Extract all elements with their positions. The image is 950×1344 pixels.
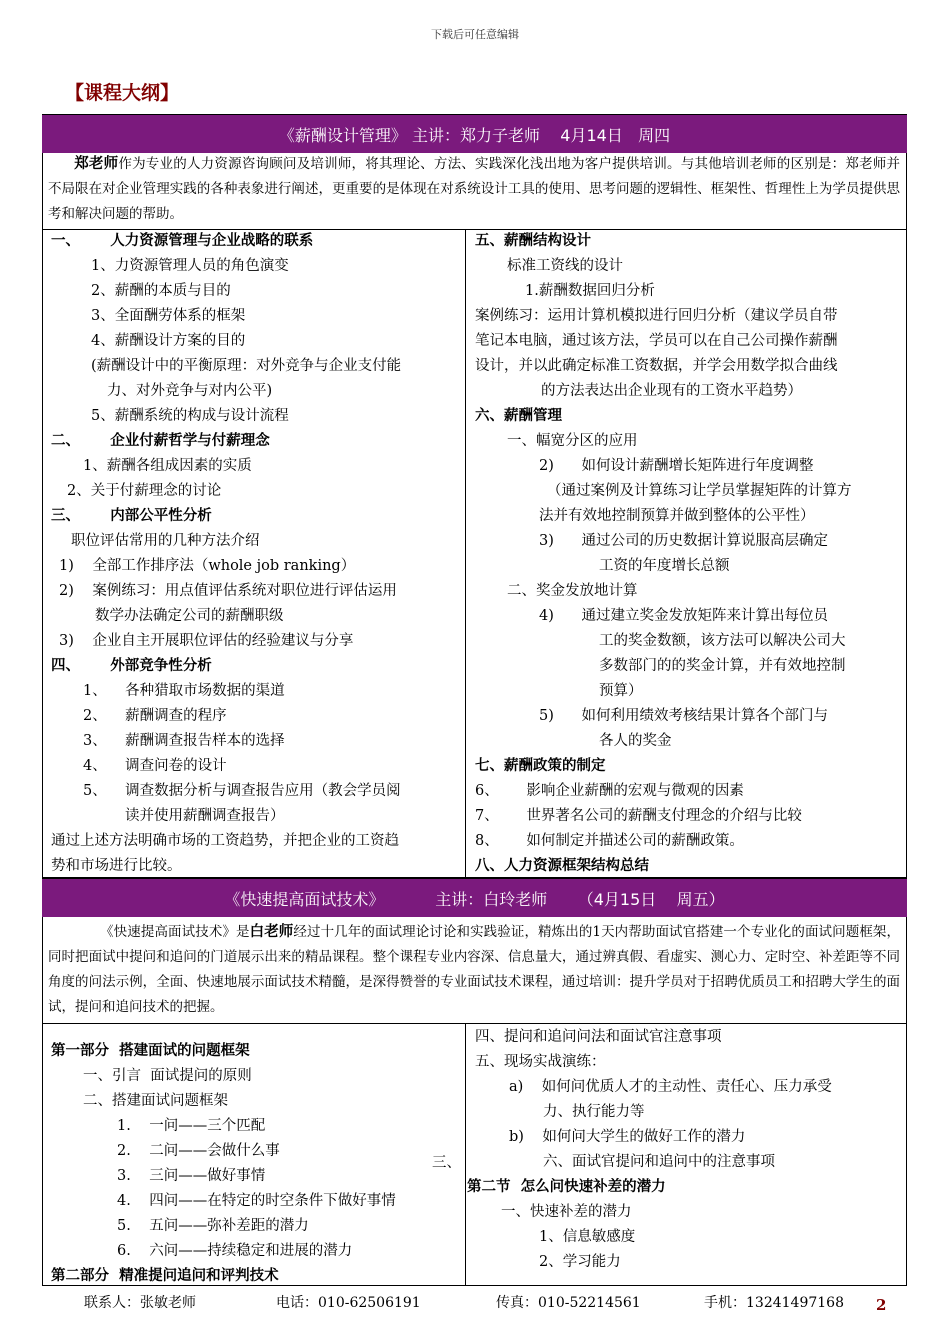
outline-line: 1、薪酬各组成因素的实质 <box>83 458 252 474</box>
outline-line: 3) 通过公司的历史数据计算说服高层确定 <box>539 533 829 549</box>
outline-line: 标准工资线的设计 <box>507 258 623 274</box>
course2-intro <box>48 920 900 1020</box>
course2-title: 《快速提高面试技术》 主讲：白玲老师 （4月15日 周五） <box>224 889 725 909</box>
course1-intro-name: 郑老师 <box>74 156 119 172</box>
outline-line: 读并使用薪酬调查报告） <box>125 808 285 824</box>
course1-column-divider <box>465 229 466 878</box>
outline-line: 3) 企业自主开展职位评估的经验建议与分享 <box>59 633 354 649</box>
outline-line: 第一部分 搭建面试的问题框架 <box>51 1043 250 1059</box>
outline-line: 一、幅宽分区的应用 <box>507 433 638 449</box>
course1-title: 《薪酬设计管理》 主讲：郑力子老师 4月14日 周四 <box>278 125 671 145</box>
outline-line: 1) 全部工作排序法（whole job ranking） <box>59 558 356 574</box>
outline-line: 数学办法确定公司的薪酬职级 <box>95 608 284 624</box>
course1-left-column <box>51 229 461 879</box>
outline-line: 3、 薪酬调查报告样本的选择 <box>83 733 285 749</box>
outline-line: 2、薪酬的本质与目的 <box>91 283 231 299</box>
outline-line: 8、 如何制定并描述公司的薪酬政策。 <box>475 833 744 849</box>
header-note: 下载后可任意编辑 <box>431 28 519 41</box>
outline-line: b) 如何问大学生的做好工作的潜力 <box>509 1129 746 1145</box>
outline-line: （通过案例及计算练习让学员掌握矩阵的计算方 <box>547 483 852 499</box>
outline-line: 一、引言 面试提问的原则 <box>83 1068 252 1084</box>
course2-intro-name: 白老师 <box>249 924 294 940</box>
outline-line: 势和市场进行比较。 <box>51 858 182 874</box>
course2-side-mark: 三、 <box>432 1155 461 1171</box>
outline-line: 五、现场实战演练： <box>475 1054 606 1070</box>
outline-line: 5、 调查数据分析与调查报告应用（教会学员阅 <box>83 783 401 799</box>
outline-line: 5、薪酬系统的构成与设计流程 <box>91 408 289 424</box>
outline-line: 2、 薪酬调查的程序 <box>83 708 227 724</box>
outline-line: (薪酬设计中的平衡原理：对外竞争与企业支付能 <box>91 358 402 374</box>
outline-line: 七、薪酬政策的制定 <box>475 758 606 774</box>
outline-line: 4、 调查问卷的设计 <box>83 758 227 774</box>
outline-line: 2、关于付薪理念的讨论 <box>67 483 222 499</box>
outline-line: 7、 世界著名公司的薪酬支付理念的介绍与比较 <box>475 808 802 824</box>
course2-intro-divider <box>42 1023 907 1024</box>
outline-line: 2) 案例练习：用点值评估系统对职位进行评估运用 <box>59 583 397 599</box>
footer-mobile: 手机：13241497168 <box>704 1295 844 1311</box>
outline-line: 4. 四问——在特定的时空条件下做好事情 <box>117 1193 396 1209</box>
outline-line: 二、奖金发放地计算 <box>507 583 638 599</box>
course2-column-divider <box>465 1023 466 1286</box>
outline-line: 笔记本电脑，通过该方法，学员可以在自己公司操作薪酬 <box>475 333 838 349</box>
course2-title-bar <box>42 879 907 917</box>
outline-line: 5. 五问——弥补差距的潜力 <box>117 1218 309 1234</box>
outline-line: 四、提问和追问问法和面试官注意事项 <box>475 1029 722 1045</box>
outline-line: 通过上述方法明确市场的工资趋势，并把企业的工资趋 <box>51 833 399 849</box>
course2-left-column <box>51 1039 461 1289</box>
outline-line: 3、全面酬劳体系的框架 <box>91 308 246 324</box>
outline-line: 案例练习：运用计算机模拟进行回归分析（建议学员自带 <box>475 308 838 324</box>
outline-line: 3. 三问——做好事情 <box>117 1168 266 1184</box>
outline-line: 4) 通过建立奖金发放矩阵来计算出每位员 <box>539 608 829 624</box>
outline-line: 力、对外竞争与对内公平) <box>107 383 273 399</box>
outline-line: 第二部分 精准提问追问和评判技术 <box>51 1268 279 1284</box>
outline-line: 2. 二问——会做什么事 <box>117 1143 280 1159</box>
course1-right-column <box>475 229 903 879</box>
course2-right-column <box>467 1025 903 1275</box>
outline-line: 八、人力资源框架结构总结 <box>475 858 649 874</box>
outline-line: 工的奖金数额，该方法可以解决公司大 <box>599 633 846 649</box>
footer-fax: 传真：010-52214561 <box>496 1295 641 1311</box>
outline-line: 一、 人力资源管理与企业战略的联系 <box>51 233 314 249</box>
course2-intro-text: 经过十几年的面试理论讨论和实践验证，精炼出的1天内帮助面试官搭建一个专业化的面试问题框架，同时把面试中提问和追问的门道展示出来的精品课程。整个课程专业内容深、信息量大，通过辨真假、看虚实、测心力、定时空、补差距等不同角度的问法示例，全面、快速地展示面试技术精髓，是深得赞誉的专业面试技术课程，通过培训：提升学员对于招聘优质员工和招聘大学生的面试，提问和追问技术的把握。 <box>48 924 901 1015</box>
outline-title: 【课程大纲】 <box>65 82 180 104</box>
outline-line: 设计，并以此确定标准工资数据，并学会用数学拟合曲线 <box>475 358 838 374</box>
outline-line: 2、学习能力 <box>539 1254 621 1270</box>
page-number: 2 <box>876 1296 887 1314</box>
outline-line: 六、面试官提问和追问中的注意事项 <box>543 1154 775 1170</box>
outline-line: 1、 各种猎取市场数据的渠道 <box>83 683 285 699</box>
outline-line: 职位评估常用的几种方法介绍 <box>71 533 260 549</box>
outline-line: 预算） <box>599 683 643 699</box>
outline-line: 的方法表达出企业现有的工资水平趋势） <box>541 383 802 399</box>
outline-line: 法并有效地控制预算并做到整体的公平性） <box>539 508 815 524</box>
outline-line: 工资的年度增长总额 <box>599 558 730 574</box>
outline-line: 四、 外部竞争性分析 <box>51 658 212 674</box>
course1-intro <box>48 152 900 227</box>
outline-line: 5) 如何利用绩效考核结果计算各个部门与 <box>539 708 829 724</box>
outline-line: 6. 六问——持续稳定和进展的潜力 <box>117 1243 353 1259</box>
outline-line: 第二节 怎么问快速补差的潜力 <box>467 1179 666 1195</box>
outline-line: 五、薪酬结构设计 <box>475 233 591 249</box>
footer-phone: 电话：010-62506191 <box>276 1295 421 1311</box>
outline-line: 1、信息敏感度 <box>539 1229 636 1245</box>
outline-line: 1. 一问——三个匹配 <box>117 1118 266 1134</box>
outline-line: 各人的奖金 <box>599 733 672 749</box>
outline-line: 2) 如何设计薪酬增长矩阵进行年度调整 <box>539 458 814 474</box>
outline-line: 二、 企业付薪哲学与付薪理念 <box>51 433 270 449</box>
outline-line: 六、薪酬管理 <box>475 408 562 424</box>
outline-line: 力、执行能力等 <box>543 1104 645 1120</box>
course1-title-bar <box>42 115 907 153</box>
outline-line: 1.薪酬数据回归分析 <box>525 283 655 299</box>
outline-line: 多数部门的的奖金计算，并有效地控制 <box>599 658 846 674</box>
outline-line: 二、搭建面试问题框架 <box>83 1093 228 1109</box>
course2-intro-lead: 《快速提高面试技术》是 <box>100 924 250 940</box>
outline-line: 4、薪酬设计方案的目的 <box>91 333 246 349</box>
outline-line: 1、力资源管理人员的角色演变 <box>91 258 289 274</box>
outline-line: 三、 内部公平性分析 <box>51 508 212 524</box>
outline-line: 一、快速补差的潜力 <box>501 1204 632 1220</box>
outline-line: a) 如何问优质人才的主动性、责任心、压力承受 <box>509 1079 832 1095</box>
footer-contact: 联系人：张敏老师 <box>84 1295 196 1311</box>
outline-line: 6、 影响企业薪酬的宏观与微观的因素 <box>475 783 744 799</box>
course1-intro-text: 作为专业的人力资源咨询顾问及培训师，将其理论、方法、实践深化浅出地为客户提供培训。与其他培训老师的区别是：郑老师并不局限在对企业管理实践的各种表象进行阐述，更重要的是体现在对系统设计工具的使用、思考问题的逻辑性、框架性、哲理性上为学员提供思考和解决问题的帮助。 <box>48 156 901 222</box>
